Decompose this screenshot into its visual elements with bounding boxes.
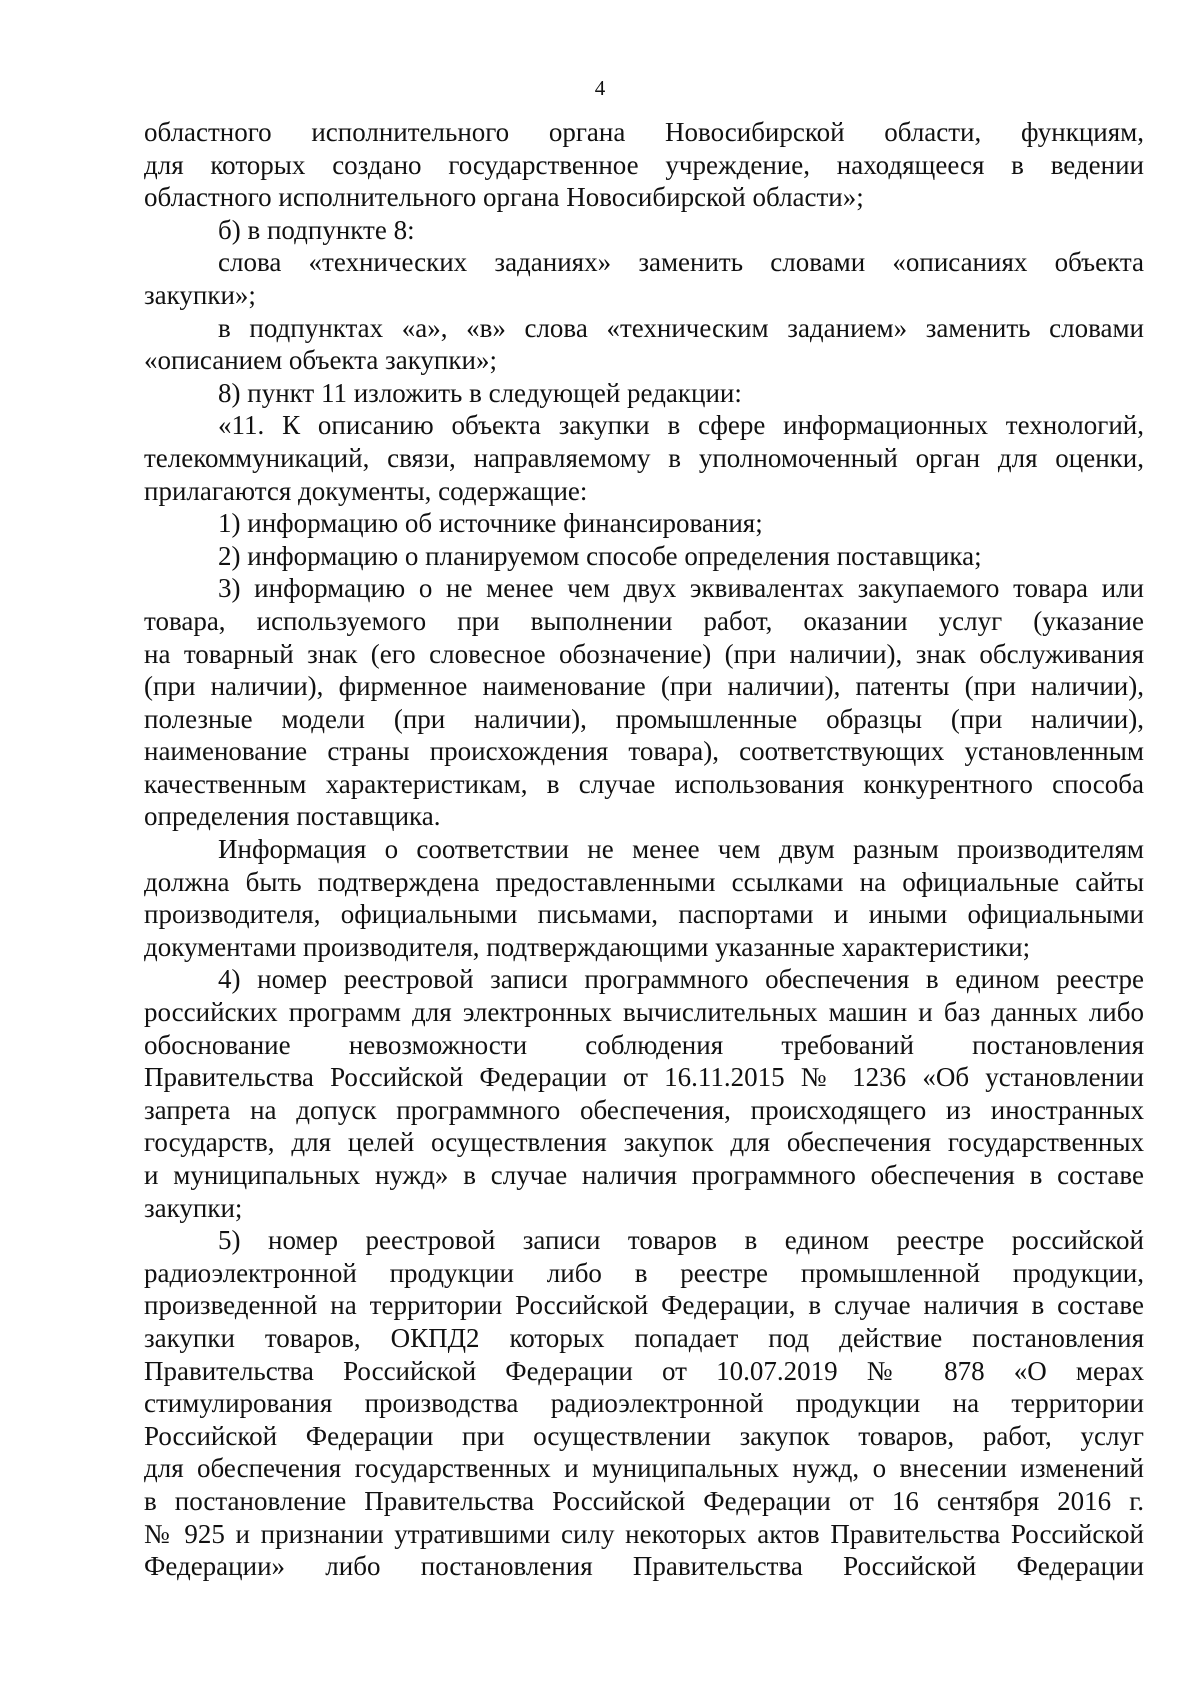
text-line: 2) информацию о планируемом способе определения поставщика; bbox=[218, 540, 982, 571]
text-line: Правительства Российской Федерации от 10.07.2019 № 878 «О мерах bbox=[144, 1355, 1144, 1386]
text-line: областного исполнительного органа Новосибирской области, функциям, bbox=[144, 117, 1144, 147]
text-line: «11. К описанию объекта закупки в сфере информационных технологий, bbox=[218, 410, 1144, 441]
text-line: определения поставщика. bbox=[144, 801, 441, 832]
text-line: радиоэлектронной продукции либо в реестре промышленной продукции, bbox=[144, 1257, 1144, 1288]
text-line: в подпунктах «а», «в» слова «техническим заданием» заменить словами bbox=[218, 312, 1144, 343]
text-line: б) в подпункте 8: bbox=[218, 214, 415, 245]
text-line: в постановление Правительства Российской Федерации от 16 сентября 2016 г. bbox=[144, 1485, 1144, 1516]
text-line: должна быть подтверждена предоставленными ссылками на официальные сайты bbox=[144, 866, 1144, 897]
text-line: качественным характеристикам, в случае использования конкурентного способа bbox=[144, 768, 1144, 799]
text-line: Российской Федерации при осуществлении закупок товаров, работ, услуг bbox=[144, 1420, 1144, 1451]
text-line: документами производителя, подтверждающими указанные характеристики; bbox=[144, 931, 1031, 962]
text-line: закупки товаров, ОКПД2 которых попадает под действие постановления bbox=[144, 1322, 1144, 1353]
text-line: прилагаются документы, содержащие: bbox=[144, 475, 588, 506]
text-line: и муниципальных нужд» в случае наличия программного обеспечения в составе bbox=[144, 1160, 1144, 1190]
text-line: на товарный знак (его словесное обозначение) (при наличии), знак обслуживания bbox=[144, 638, 1144, 669]
text-line: 1) информацию об источнике финансирования; bbox=[218, 508, 763, 539]
text-line: Правительства Российской Федерации от 16.11.2015 № 1236 «Об установлении bbox=[144, 1062, 1144, 1093]
text-line: запрета на допуск программного обеспечения, происходящего из иностранных bbox=[144, 1094, 1144, 1125]
text-line: областного исполнительного органа Новосибирской области»; bbox=[144, 182, 864, 213]
text-line: телекоммуникаций, связи, направляемому в уполномоченный орган для оценки, bbox=[144, 442, 1144, 473]
text-line: государств, для целей осуществления закупок для обеспечения государственных bbox=[144, 1127, 1144, 1158]
page-number: 4 bbox=[594, 76, 606, 100]
text-line: стимулирования производства радиоэлектронной продукции на территории bbox=[144, 1388, 1144, 1419]
text-line: № 925 и признании утратившими силу некоторых актов Правительства Российской bbox=[144, 1518, 1144, 1549]
text-line: закупки»; bbox=[144, 279, 256, 310]
text-line: для обеспечения государственных и муниципальных нужд, о внесении изменений bbox=[144, 1453, 1144, 1484]
text-line: 4) номер реестровой записи программного обеспечения в едином реестре bbox=[218, 964, 1144, 995]
text-line: (при наличии), фирменное наименование (при наличии), патенты (при наличии), bbox=[144, 671, 1144, 702]
text-line: российских программ для электронных вычислительных машин и баз данных либо bbox=[144, 997, 1144, 1028]
text-line: «описанием объекта закупки»; bbox=[144, 345, 497, 376]
text-line: для которых создано государственное учреждение, находящееся в ведении bbox=[144, 149, 1144, 180]
text-line: 5) номер реестровой записи товаров в едином реестре российской bbox=[218, 1225, 1144, 1256]
text-line: полезные модели (при наличии), промышленные образцы (при наличии), bbox=[144, 703, 1144, 734]
text-line: слова «технических заданиях» заменить словами «описаниях объекта bbox=[218, 247, 1144, 278]
text-line: Информация о соответствии не менее чем двум разным производителям bbox=[218, 834, 1144, 865]
text-line: наименование страны происхождения товара), соответствующих установленным bbox=[144, 736, 1144, 767]
text-line: 3) информацию о не менее чем двух эквивалентах закупаемого товара или bbox=[218, 573, 1144, 604]
text-line: обоснование невозможности соблюдения требований постановления bbox=[144, 1029, 1144, 1060]
text-line: 8) пункт 11 изложить в следующей редакции: bbox=[218, 377, 742, 408]
text-line: производителя, официальными письмами, паспортами и иными официальными bbox=[144, 899, 1144, 930]
text-line: товара, используемого при выполнении работ, оказании услуг (указание bbox=[144, 605, 1144, 636]
document-body bbox=[144, 116, 1144, 1583]
text-line: Федерации» либо постановления Правительства Российской Федерации bbox=[144, 1551, 1144, 1582]
text-line: произведенной на территории Российской Федерации, в случае наличия в составе bbox=[144, 1290, 1144, 1321]
text-line: закупки; bbox=[144, 1192, 243, 1223]
